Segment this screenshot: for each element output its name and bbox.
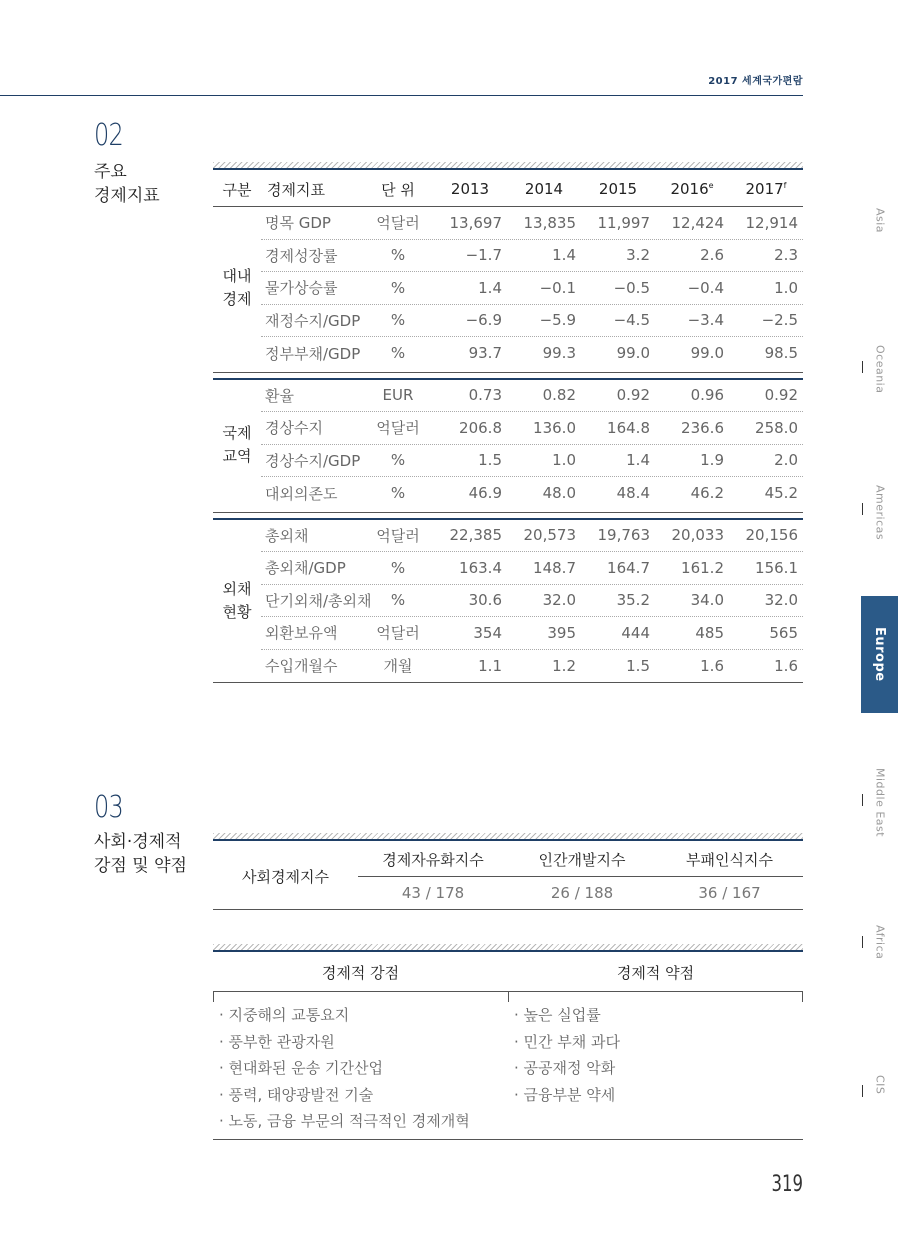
side-tab-asia[interactable] — [862, 208, 898, 233]
indicator-value: 565 — [769, 623, 798, 642]
indicator-name: 수입개월수 — [265, 657, 338, 676]
index-header: 경제자유화지수 — [358, 843, 508, 877]
indicator-value: 45.2 — [764, 484, 798, 503]
indicator-value: 2.6 — [700, 246, 724, 265]
weaknesses-title: 경제적 약점 — [616, 964, 695, 982]
indicator-value: 136.0 — [533, 418, 576, 437]
indicator-value: 93.7 — [468, 344, 502, 363]
indicator-group — [213, 380, 803, 510]
weakness-item: · 민간 부채 과다 — [514, 1032, 621, 1051]
indicator-value: −0.1 — [539, 278, 576, 297]
side-tab-label: Oceania — [873, 345, 887, 394]
indicator-value: 22,385 — [449, 526, 502, 545]
indicator-unit: 억달러 — [376, 419, 420, 438]
indicator-value: 34.0 — [690, 591, 724, 610]
table-row — [261, 552, 803, 585]
indicator-value: 12,424 — [671, 213, 724, 232]
strength-item: · 현대화된 운송 기간산업 — [219, 1059, 383, 1077]
page-number: 319 — [771, 1172, 803, 1197]
table-top-rule — [213, 944, 803, 952]
header-category: 구분 — [222, 180, 252, 199]
table-row — [261, 585, 803, 618]
indicator-value: 13,835 — [523, 213, 576, 232]
indicator-value: 395 — [547, 623, 576, 642]
table-row — [261, 412, 803, 445]
indicator-name: 경상수지 — [265, 419, 323, 438]
strengths-list — [213, 1002, 508, 1135]
indicator-value: 32.0 — [542, 591, 576, 610]
strength-item: · 노동, 금융 부문의 적극적인 경제개혁 — [219, 1112, 470, 1130]
indicator-unit: % — [390, 591, 406, 610]
index-header: 부패인식지수 — [656, 843, 803, 877]
header-year: 2013 — [450, 180, 490, 198]
header-year: 2016e — [670, 180, 714, 198]
indicator-unit: % — [390, 311, 406, 330]
group-label: 대내 경제 — [222, 267, 252, 309]
side-tab-marker — [862, 794, 898, 806]
group-label: 외채 현황 — [222, 579, 252, 621]
indicator-value: 156.1 — [755, 558, 798, 577]
indicator-name: 정부부채/GDP — [265, 344, 361, 363]
side-tab-label: CIS — [873, 1075, 887, 1095]
index-header: 인간개발지수 — [508, 843, 656, 877]
indicator-value: 444 — [621, 623, 650, 642]
indicator-value: −0.5 — [613, 278, 650, 297]
indicator-unit: 억달러 — [376, 624, 420, 643]
indicator-value: 1.5 — [478, 451, 502, 470]
indicator-value: 98.5 — [764, 344, 798, 363]
section-number: 02 — [94, 118, 123, 153]
indicator-value: 2.3 — [774, 246, 798, 265]
indicator-value: 48.4 — [616, 484, 650, 503]
indicator-value: −6.9 — [465, 311, 502, 330]
indicator-value: 46.9 — [468, 484, 502, 503]
indicator-value: 0.92 — [616, 386, 650, 405]
side-tab-europe[interactable] — [861, 596, 898, 713]
indicator-value: −2.5 — [761, 311, 798, 330]
table-top-rule — [213, 833, 803, 841]
indicator-unit: 개월 — [383, 657, 413, 676]
indicator-value: 161.2 — [681, 558, 724, 577]
indicator-value: 48.0 — [542, 484, 576, 503]
indicator-value: 20,033 — [671, 526, 724, 545]
indicator-value: 236.6 — [681, 418, 724, 437]
indicator-name: 대외의존도 — [265, 484, 338, 503]
indicator-value: 206.8 — [459, 418, 502, 437]
weaknesses-list — [508, 1002, 803, 1135]
side-tab-label: Middle East — [873, 768, 887, 838]
header-year: 2015 — [598, 180, 638, 198]
indicator-unit: EUR — [382, 386, 414, 405]
strengths-weaknesses-table — [213, 954, 803, 1140]
table-header-row — [213, 172, 803, 207]
table-row — [261, 240, 803, 273]
indicator-unit: % — [390, 484, 406, 503]
indicator-value: 0.96 — [690, 386, 724, 405]
header-year: 2014 — [524, 180, 564, 198]
strength-item: · 풍력, 태양광발전 기술 — [219, 1085, 374, 1104]
indicator-unit: 억달러 — [376, 214, 420, 233]
indicator-name: 환율 — [265, 386, 294, 405]
indicator-value: 20,573 — [523, 526, 576, 545]
indicator-group — [213, 520, 803, 683]
weakness-item: · 높은 실업률 — [514, 1006, 601, 1024]
side-tab-marker — [862, 503, 898, 515]
indicator-unit: % — [390, 344, 406, 363]
side-tab-marker — [862, 361, 898, 373]
strengths-title: 경제적 강점 — [321, 964, 400, 982]
indicator-value: 99.0 — [690, 344, 724, 363]
strength-item: · 풍부한 관광자원 — [219, 1032, 335, 1051]
weakness-item: · 공공재정 악화 — [514, 1059, 616, 1077]
column-bracket — [213, 992, 803, 1002]
group-label: 국제 교역 — [222, 423, 252, 465]
side-tab-marker — [862, 1085, 898, 1097]
indicator-value: 20,156 — [745, 526, 798, 545]
indicator-name: 외환보유액 — [265, 624, 338, 643]
indicator-value: 1.1 — [478, 656, 502, 675]
table-row — [261, 337, 803, 370]
indicator-value: 0.82 — [542, 386, 576, 405]
header-rule — [0, 95, 803, 96]
indicator-value: −4.5 — [613, 311, 650, 330]
index-value: 26 / 188 — [550, 884, 614, 902]
indicator-value: 1.6 — [774, 656, 798, 675]
table-row — [261, 305, 803, 338]
header-indicator: 경제지표 — [267, 180, 325, 199]
indicator-name: 물가상승률 — [265, 279, 338, 298]
indicator-value: 1.4 — [552, 246, 576, 265]
index-value: 36 / 167 — [698, 884, 761, 902]
socio-economic-index-table — [213, 843, 803, 910]
group-separator — [213, 372, 803, 380]
table-row — [261, 520, 803, 553]
indicator-unit: % — [390, 451, 406, 470]
side-tab-marker — [862, 936, 898, 948]
side-tab-label: Americas — [873, 485, 887, 541]
running-header: 2017 세계국가편람 — [708, 76, 803, 87]
indicator-value: 258.0 — [755, 418, 798, 437]
indicator-name: 총외채 — [265, 526, 309, 545]
indicator-value: −0.4 — [687, 278, 724, 297]
table-bottom-rule — [213, 682, 803, 683]
indicator-value: 32.0 — [764, 591, 798, 610]
table-row — [261, 380, 803, 413]
indicator-name: 단기외채/총외채 — [265, 591, 372, 610]
strength-item: · 지중해의 교통요지 — [219, 1006, 350, 1024]
table-row — [261, 272, 803, 305]
indicator-name: 총외채/GDP — [265, 559, 346, 578]
indicator-value: 12,914 — [745, 213, 798, 232]
table-row — [261, 207, 803, 240]
group-separator — [213, 512, 803, 520]
section-title: 사회·경제적 강점 및 약점 — [94, 832, 187, 876]
indicator-value: 1.0 — [774, 278, 798, 297]
indicator-value: 148.7 — [533, 558, 576, 577]
indicator-value: 0.73 — [468, 386, 502, 405]
section-number: 03 — [94, 790, 123, 825]
weakness-item: · 금융부분 약세 — [514, 1085, 616, 1104]
economic-indicators-table — [213, 172, 803, 683]
index-value: 43 / 178 — [401, 884, 465, 902]
indicator-name: 경상수지/GDP — [265, 451, 361, 470]
indicator-value: 1.9 — [700, 451, 724, 470]
indicator-value: 1.4 — [626, 451, 650, 470]
indicator-value: 354 — [473, 623, 502, 642]
indicator-unit: % — [390, 278, 406, 297]
side-tab-label: Africa — [873, 925, 887, 960]
table-body — [213, 207, 803, 683]
indicator-value: 164.7 — [607, 558, 650, 577]
indicator-value: −5.9 — [539, 311, 576, 330]
indicator-value: 99.3 — [542, 344, 576, 363]
indicator-value: 1.2 — [552, 656, 576, 675]
indicator-value: 19,763 — [597, 526, 650, 545]
indicator-value: 163.4 — [459, 558, 502, 577]
indicator-group — [213, 207, 803, 370]
indicator-value: 35.2 — [616, 591, 650, 610]
indicator-value: 485 — [695, 623, 724, 642]
indicator-name: 재정수지/GDP — [265, 311, 361, 330]
indicator-value: 30.6 — [468, 591, 502, 610]
section-title: 주요 경제지표 — [94, 162, 160, 206]
indicator-value: 0.92 — [764, 386, 798, 405]
indicator-value: 1.5 — [626, 656, 650, 675]
indicator-value: −3.4 — [687, 311, 724, 330]
table-row — [261, 617, 803, 650]
header-unit: 단 위 — [381, 180, 415, 199]
indicator-value: 13,697 — [449, 213, 502, 232]
indicator-value: 1.0 — [552, 451, 576, 470]
indicator-value: 46.2 — [690, 484, 724, 503]
indicator-unit: % — [390, 246, 406, 265]
indicator-unit: 억달러 — [376, 526, 420, 545]
indicator-value: 99.0 — [616, 344, 650, 363]
header-year: 2017$^f$ — [745, 180, 787, 198]
table-row — [261, 650, 803, 683]
indicator-value: 3.2 — [626, 246, 650, 265]
table-top-rule — [213, 162, 803, 170]
indicator-unit: % — [390, 558, 406, 577]
indicator-value: 1.4 — [478, 278, 502, 297]
indicator-value: 2.0 — [774, 451, 798, 470]
side-tab-label: Europe — [872, 627, 887, 682]
socio-index-label: 사회경제지수 — [242, 867, 329, 886]
table-row — [261, 445, 803, 478]
indicator-name: 명목 GDP — [265, 214, 331, 233]
indicator-value: 1.6 — [700, 656, 724, 675]
indicator-value: 164.8 — [607, 418, 650, 437]
indicator-value: −1.7 — [465, 246, 502, 265]
side-tab-label: Asia — [873, 208, 887, 234]
indicator-name: 경제성장률 — [265, 246, 338, 265]
table-row — [261, 477, 803, 510]
indicator-value: 11,997 — [597, 213, 650, 232]
